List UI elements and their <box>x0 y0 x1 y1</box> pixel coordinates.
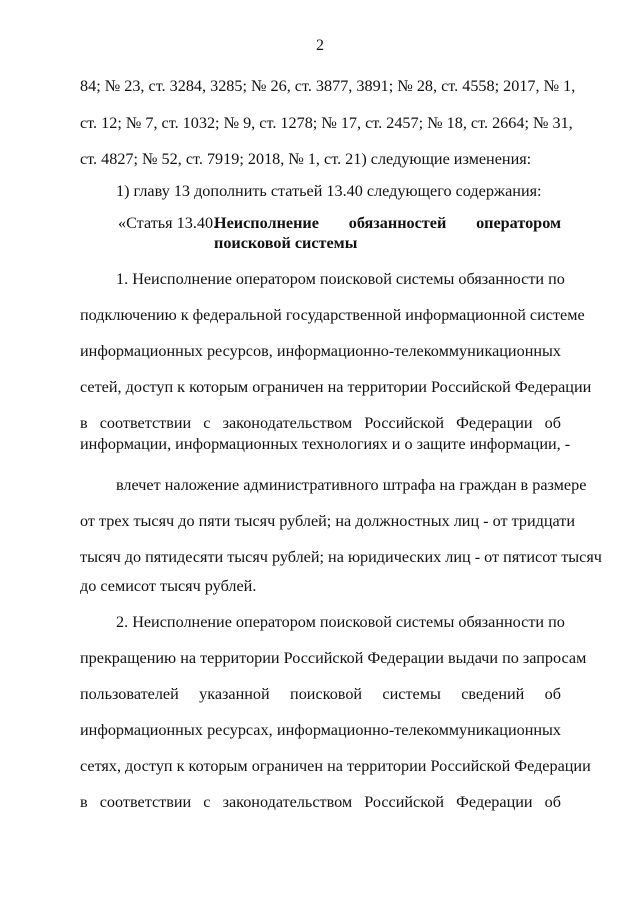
article-title-line: Неисполнение обязанностей оператором <box>214 214 561 232</box>
paragraph-line: 1. Неисполнение оператором поисковой системы обязанности по <box>116 270 565 288</box>
penalty-line: тысяч до пятидесяти тысяч рублей; на юридических лиц - от пятисот тысяч <box>80 548 602 566</box>
text-line: 84; № 23, ст. 3284, 3285; № 26, ст. 3877, 3891; № 28, ст. 4558; 2017, № 1, <box>80 77 576 95</box>
paragraph-line: подключению к федеральной государственной информационной системе <box>80 306 585 324</box>
penalty-line: влечет наложение административного штрафа на граждан в размере <box>116 476 587 494</box>
paragraph-line: в соответствии с законодательством Российской Федерации об <box>80 793 561 811</box>
paragraph-line: информационных ресурсов, информационно-телекоммуникационных <box>80 342 561 360</box>
paragraph-line: сетей, доступ к которым ограничен на территории Российской Федерации <box>80 378 592 396</box>
paragraph-line: в соответствии с законодательством Российской Федерации об <box>80 414 561 432</box>
paragraph-line: информации, информационных технологиях и о защите информации, - <box>80 435 571 453</box>
paragraph-line: пользователей указанной поисковой системы сведений об <box>80 685 561 703</box>
text-line: 1) главу 13 дополнить статьей 13.40 следующего содержания: <box>116 182 542 200</box>
text-line: ст. 12; № 7, ст. 1032; № 9, ст. 1278; № 17, ст. 2457; № 18, ст. 2664; № 31, <box>80 114 573 132</box>
text-line: ст. 4827; № 52, ст. 7919; 2018, № 1, ст. 21) следующие изменения: <box>80 150 532 168</box>
paragraph-line: прекращению на территории Российской Федерации выдачи по запросам <box>80 649 587 667</box>
paragraph-line: сетях, доступ к которым ограничен на территории Российской Федерации <box>80 757 591 775</box>
penalty-line: до семисот тысяч рублей. <box>80 577 257 595</box>
article-title-line: поисковой системы <box>214 234 358 252</box>
page-number: 2 <box>316 37 324 54</box>
paragraph-line: информационных ресурсах, информационно-телекоммуникационных <box>80 721 561 739</box>
penalty-line: от трех тысяч до пяти тысяч рублей; на должностных лиц - от тридцати <box>80 512 576 530</box>
article-title <box>214 213 561 253</box>
paragraph-line: 2. Неисполнение оператором поисковой системы обязанности по <box>116 613 565 631</box>
article-number: «Статья 13.40. <box>118 214 218 232</box>
